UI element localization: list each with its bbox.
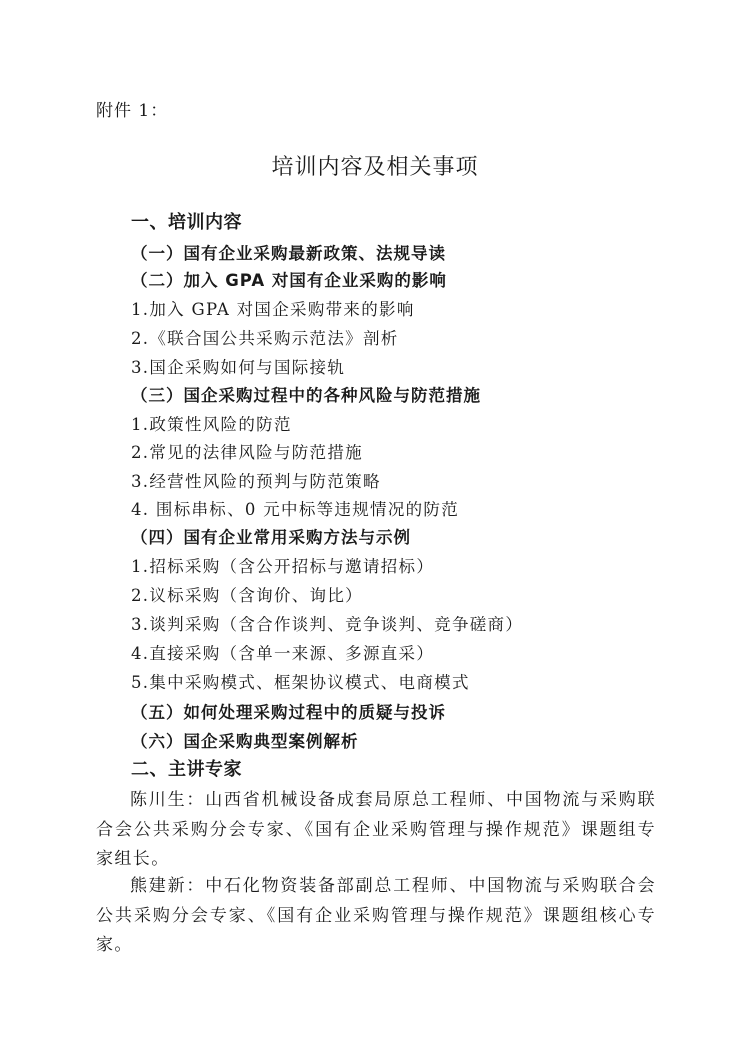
list-item: 1.加入 GPA 对国企采购带来的影响: [131, 300, 415, 319]
list-item: 2.《联合国公共采购示范法》剖析: [131, 329, 399, 348]
expert-paragraph: 陈川生：山西省机械设备成套局原总工程师、中国物流与采购联合会公共采购分会专家、《国有企业采购管理与操作规范》课题组专家组长。: [96, 790, 656, 869]
attachment-label: 附件 1：: [96, 101, 169, 121]
list-item: 2.议标采购（含询价、询比）: [131, 586, 363, 605]
subsection-heading: （四）国有企业常用采购方法与示例: [131, 528, 411, 547]
list-item: 3.谈判采购（含合作谈判、竞争谈判、竞争磋商）: [131, 615, 524, 634]
page-title: 培训内容及相关事项: [271, 155, 479, 180]
list-item: 4.直接采购（含单一来源、多源直采）: [131, 644, 435, 663]
section-heading-experts: 二、主讲专家: [131, 759, 242, 780]
list-item: 1.政策性风险的防范: [131, 415, 292, 434]
subsection-heading: （五）如何处理采购过程中的质疑与投诉: [131, 703, 446, 722]
list-item: 5.集中采购模式、框架协议模式、电商模式: [131, 673, 470, 692]
expert-paragraph: 熊建新：中石化物资装备部副总工程师、中国物流与采购联合会公共采购分会专家、《国有企业采购管理与操作规范》课题组核心专家。: [96, 876, 656, 955]
subsection-heading: （一）国有企业采购最新政策、法规导读: [131, 244, 446, 263]
list-item: 3.经营性风险的预判与防范策略: [131, 472, 381, 491]
section-heading-training-content: 一、培训内容: [131, 212, 242, 233]
list-item: 4. 围标串标、0 元中标等违规情况的防范: [131, 500, 460, 519]
list-item: 3.国企采购如何与国际接轨: [131, 358, 346, 377]
subsection-heading: （三）国企采购过程中的各种风险与防范措施: [131, 386, 481, 405]
subsection-heading: （二）加入 GPA 对国有企业采购的影响: [131, 271, 447, 290]
subsection-heading: （六）国企采购典型案例解析: [131, 732, 359, 751]
list-item: 1.招标采购（含公开招标与邀请招标）: [131, 557, 435, 576]
list-item: 2.常见的法律风险与防范措施: [131, 443, 363, 462]
